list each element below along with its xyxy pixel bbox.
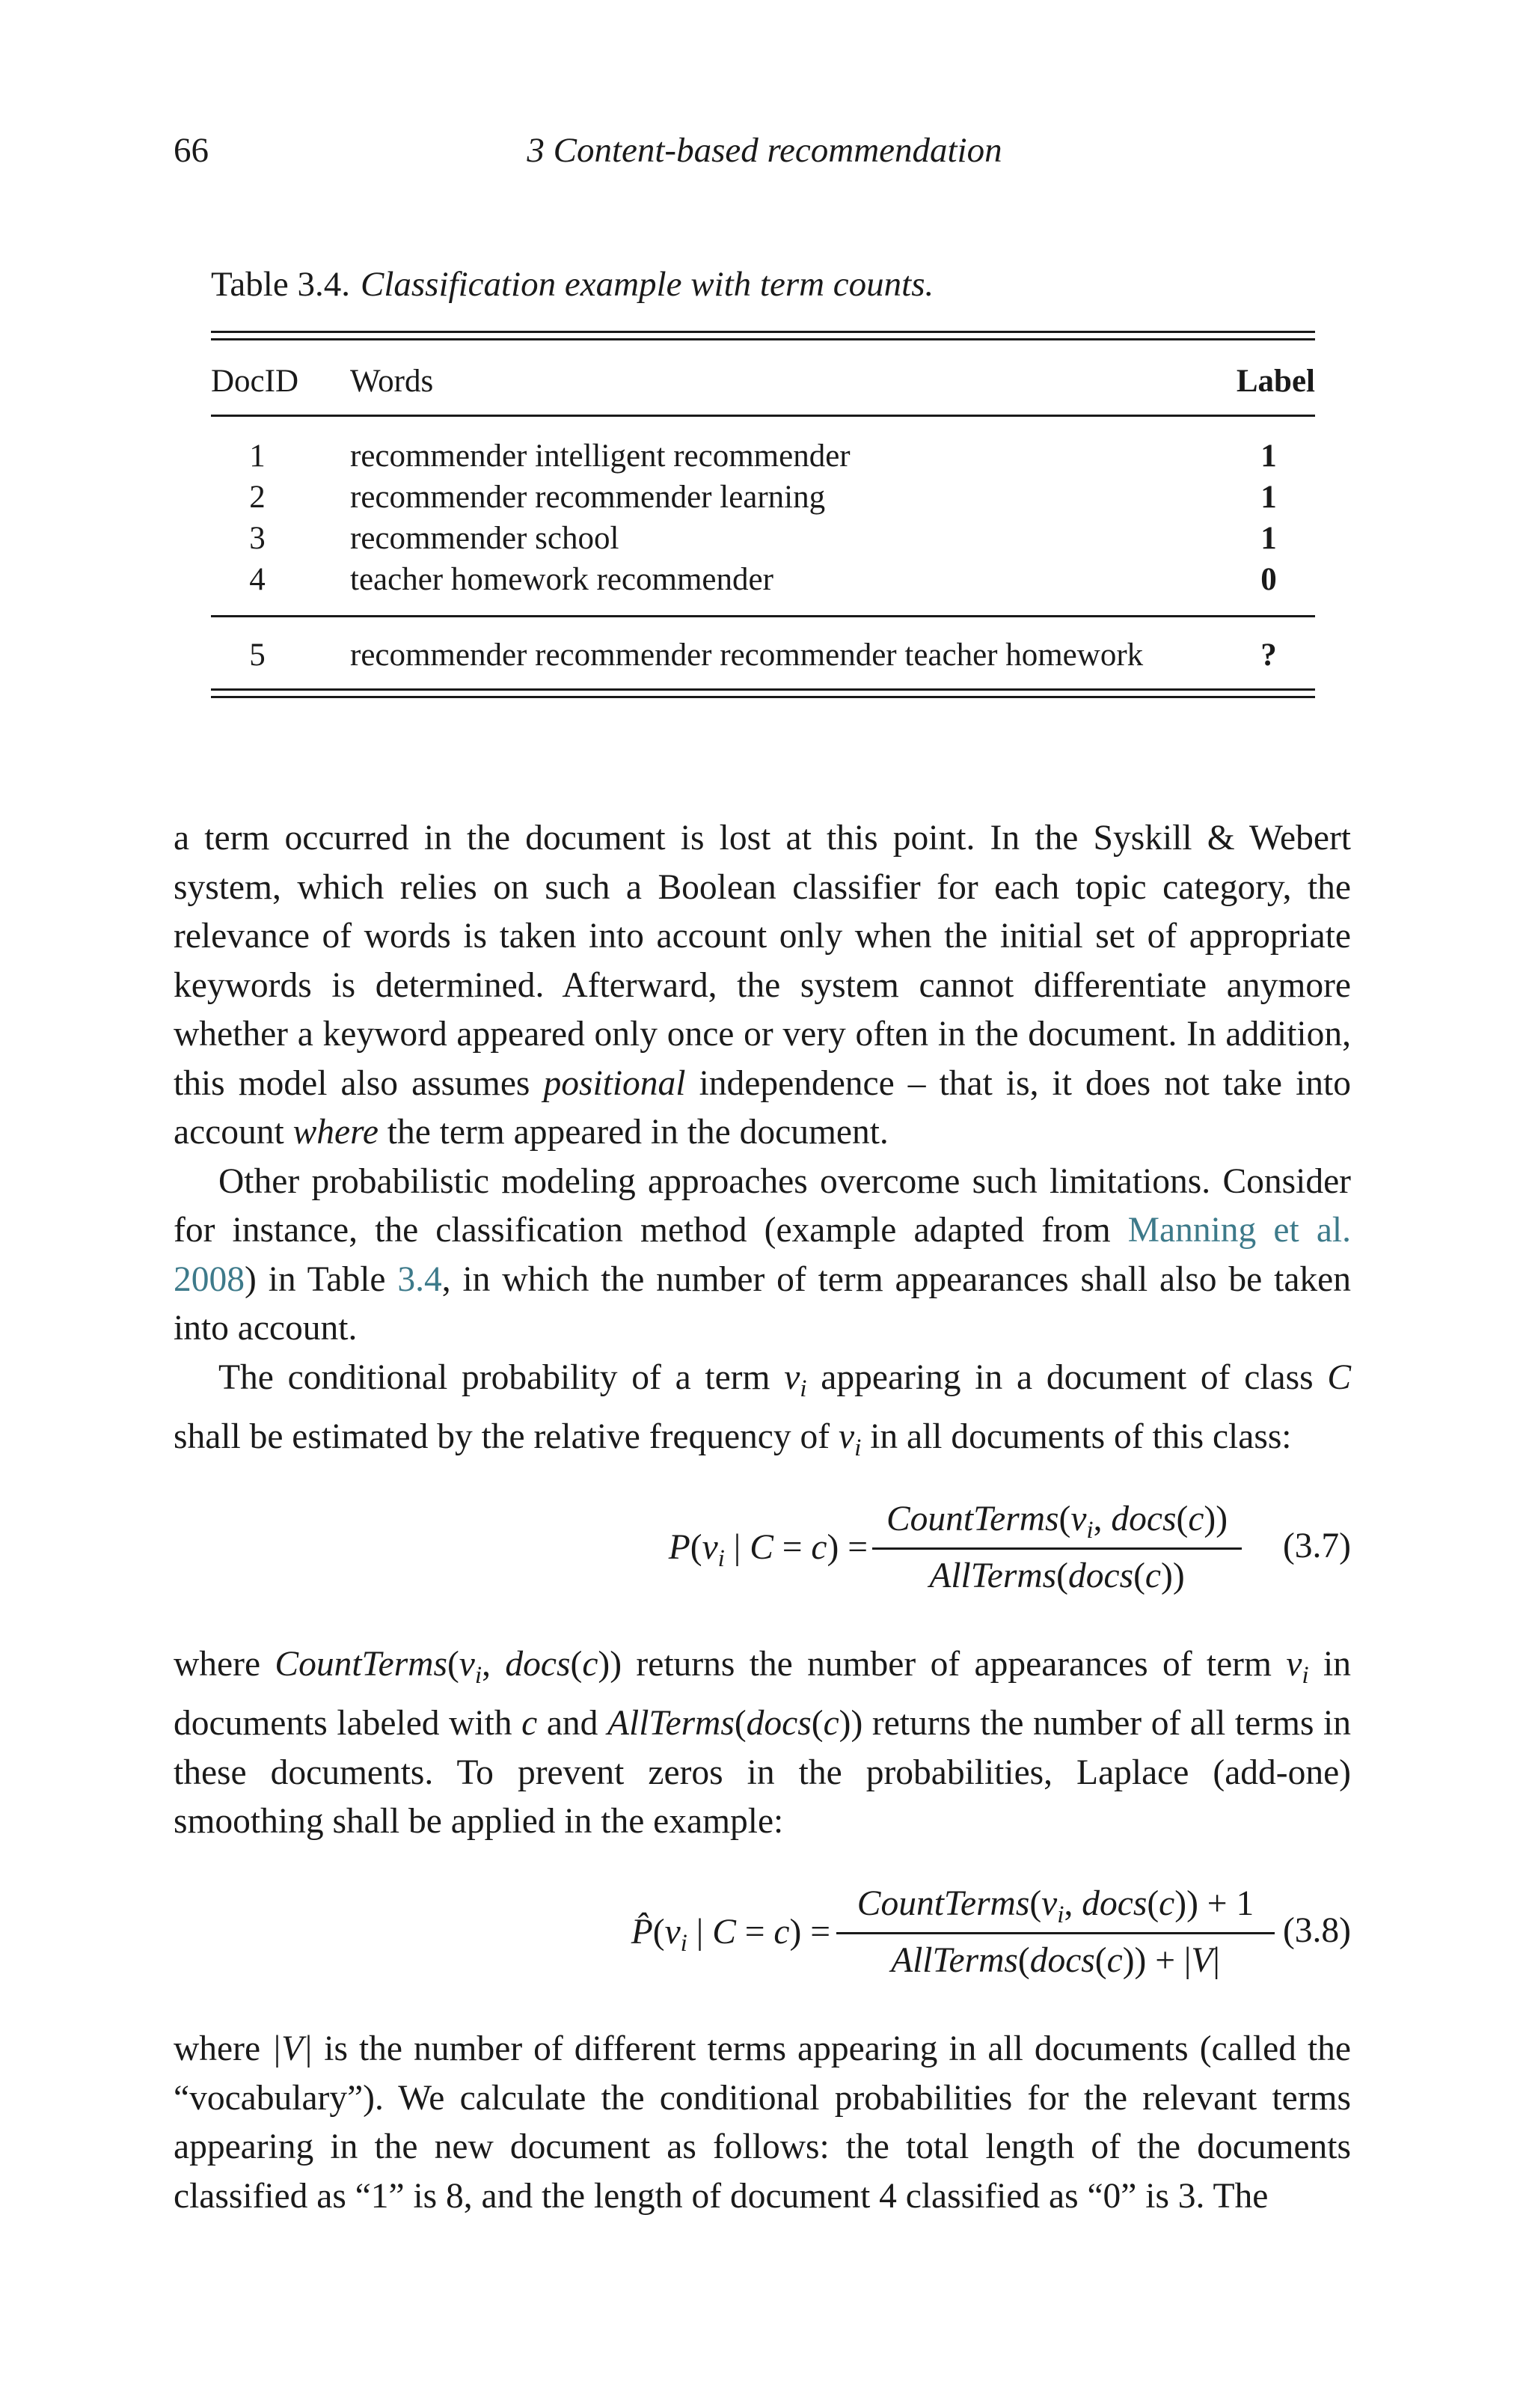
function-allterms: AllTerms <box>607 1704 735 1744</box>
paragraph-conditional-probability <box>174 1354 1351 1473</box>
words-cell: recommender intelligent recommender <box>350 438 851 474</box>
var-v-i: $v_i$ <box>1286 1645 1309 1689</box>
fraction-bar <box>836 1932 1275 1934</box>
paragraph-boolean-limitations <box>174 814 1351 1158</box>
text-run: the term appeared in the document. <box>378 1113 889 1152</box>
body-text-upper <box>174 814 1351 1472</box>
equation-numerator: $CountTerms(v_i$, docs(c)) + 1 <box>857 1884 1254 1928</box>
text-run: Other probabilistic modeling approaches overcome such limitations. Consider for instance, the classification method (example adapted from <box>174 1161 1351 1250</box>
table-bottom-rule <box>211 696 1315 698</box>
equation-denominator: AllTerms(docs(c)) <box>929 1556 1185 1595</box>
label-cell: 1 <box>1260 521 1277 556</box>
text-run: The conditional probability of a term <box>218 1357 785 1397</box>
words-cell: recommender recommender recommender teacher homework <box>350 638 1144 673</box>
table-caption-text: Classification example with term counts. <box>360 265 934 304</box>
emphasis-positional: positional <box>543 1063 686 1103</box>
body-text-lower <box>174 2025 1351 2221</box>
words-cell: teacher homework recommender <box>350 562 773 597</box>
words-cell: recommender recommender learning <box>350 480 826 515</box>
table-caption-label: Table 3.4. <box>211 265 350 304</box>
paragraph-probabilistic-approaches <box>174 1158 1351 1354</box>
function-countterms: CountTerms <box>275 1645 447 1684</box>
page-number: 66 <box>174 131 209 170</box>
table-row <box>211 477 1315 519</box>
paragraph-vocabulary <box>174 2025 1351 2221</box>
text-run: in all documents of this class: <box>861 1417 1292 1456</box>
table-top-rule-inner <box>211 338 1315 340</box>
text-run: , in which the number of term appearances shall also be taken into account. <box>174 1259 1352 1348</box>
var-c: c <box>521 1704 538 1744</box>
text-run: returns the number of all terms in these documents. To prevent zeros in the probabilities, Laplace (add-one) smoothing shall be applied in the example: <box>174 1704 1351 1842</box>
chapter-title: 3 Content-based recommendation <box>527 131 1002 170</box>
equation-number: (3.8) <box>1282 1911 1351 1950</box>
table-query-row <box>211 635 1315 676</box>
text-run: returns the number of appearances of term <box>622 1645 1287 1684</box>
table-query-rule <box>211 615 1315 617</box>
table-reference-link[interactable]: 3.4 <box>397 1259 442 1299</box>
equation-fraction <box>872 1495 1242 1600</box>
var-v-i: $v_i$ <box>838 1417 862 1461</box>
doc-id-cell: 1 <box>249 438 266 474</box>
doc-id-cell: 4 <box>249 562 266 597</box>
text-run: in documents labeled with <box>174 1645 1351 1744</box>
label-cell: 0 <box>1260 562 1277 597</box>
col-header-words: Words <box>350 364 434 399</box>
text-run: is the number of different terms appearing in all documents (called the “vocabulary”). We calculate the conditional probabilities for the relevant terms appearing in the new document as follows: the total length of the documents classified as “1” is 8, and the length of document 4 classified as “0” is 3. The <box>174 2029 1351 2216</box>
equation-3-8 <box>174 1880 1351 1984</box>
text-run: appearing in a document of class <box>806 1357 1328 1397</box>
var-vocabulary: |V| <box>272 2029 313 2068</box>
text-run: a term occurred in the document is lost at this point. In the Syskill & Webert system, which relies on such a Boolean classifier for each topic category, the relevance of words is taken into account only when the initial set of appropriate keywords is determined. Afterward, the system cannot differentiate anymore whether a keyword appeared only once or very often in the document. In addition, this model also assumes <box>174 819 1351 1103</box>
fraction-bar <box>872 1547 1242 1550</box>
equation-denominator: AllTerms(docs(c)) + |V| <box>891 1941 1220 1980</box>
text-run: and <box>537 1704 608 1744</box>
equation-lhs: $P(v_i$ | C = c) = <box>668 1528 868 1572</box>
equation-lhs: $P̂(v_i$ | C = c) = <box>631 1913 830 1957</box>
citation-link-manning[interactable]: Manning et al. 2008 <box>174 1211 1351 1299</box>
table-top-rule <box>211 331 1315 333</box>
equation-numerator: $CountTerms(v_i$, docs(c)) <box>886 1500 1228 1544</box>
var-v-i: $v_i$ <box>784 1357 807 1402</box>
label-cell: ? <box>1260 638 1277 673</box>
var-class-c: C <box>1327 1357 1351 1397</box>
table-row <box>211 518 1315 560</box>
running-head <box>174 126 1355 175</box>
words-cell: recommender school <box>350 521 619 556</box>
text-run: shall be estimated by the relative frequency of <box>174 1417 839 1456</box>
text-run: where <box>174 2029 272 2068</box>
label-cell: 1 <box>1260 480 1277 515</box>
doc-id-cell: 2 <box>249 480 266 515</box>
text-run: ) in Table <box>245 1259 398 1299</box>
label-cell: 1 <box>1260 438 1277 474</box>
emphasis-where: where <box>292 1113 379 1152</box>
paragraph-count-terms: where $CountTerms(v_i$, docs(c)) returns the number of appearances of term $v_i$ in documents labeled with c and AllTerms(docs(c)) returns the number of all terms in these documents. To prevent zeros in the probabilities, Laplace (add-one) smoothing shall be applied in the example: <box>174 1645 1351 1842</box>
equation-3-7 <box>174 1495 1351 1600</box>
table-header-row <box>211 361 1315 403</box>
equation-number: (3.7) <box>1282 1527 1351 1565</box>
doc-id-cell: 5 <box>249 638 266 673</box>
table-row <box>211 436 1315 477</box>
doc-id-cell: 3 <box>249 521 266 556</box>
text-run: where <box>174 1645 275 1684</box>
table-row <box>211 559 1315 601</box>
col-header-label: Label <box>1236 364 1315 399</box>
table-caption <box>211 262 934 307</box>
body-text-middle <box>174 1640 1351 1847</box>
col-header-docid: DocID <box>211 364 299 399</box>
table-header-rule <box>211 415 1315 417</box>
text-run: independence – that is, it does not take into account <box>174 1063 1351 1152</box>
table-bottom-rule-inner <box>211 688 1315 691</box>
equation-fraction <box>836 1880 1275 1984</box>
